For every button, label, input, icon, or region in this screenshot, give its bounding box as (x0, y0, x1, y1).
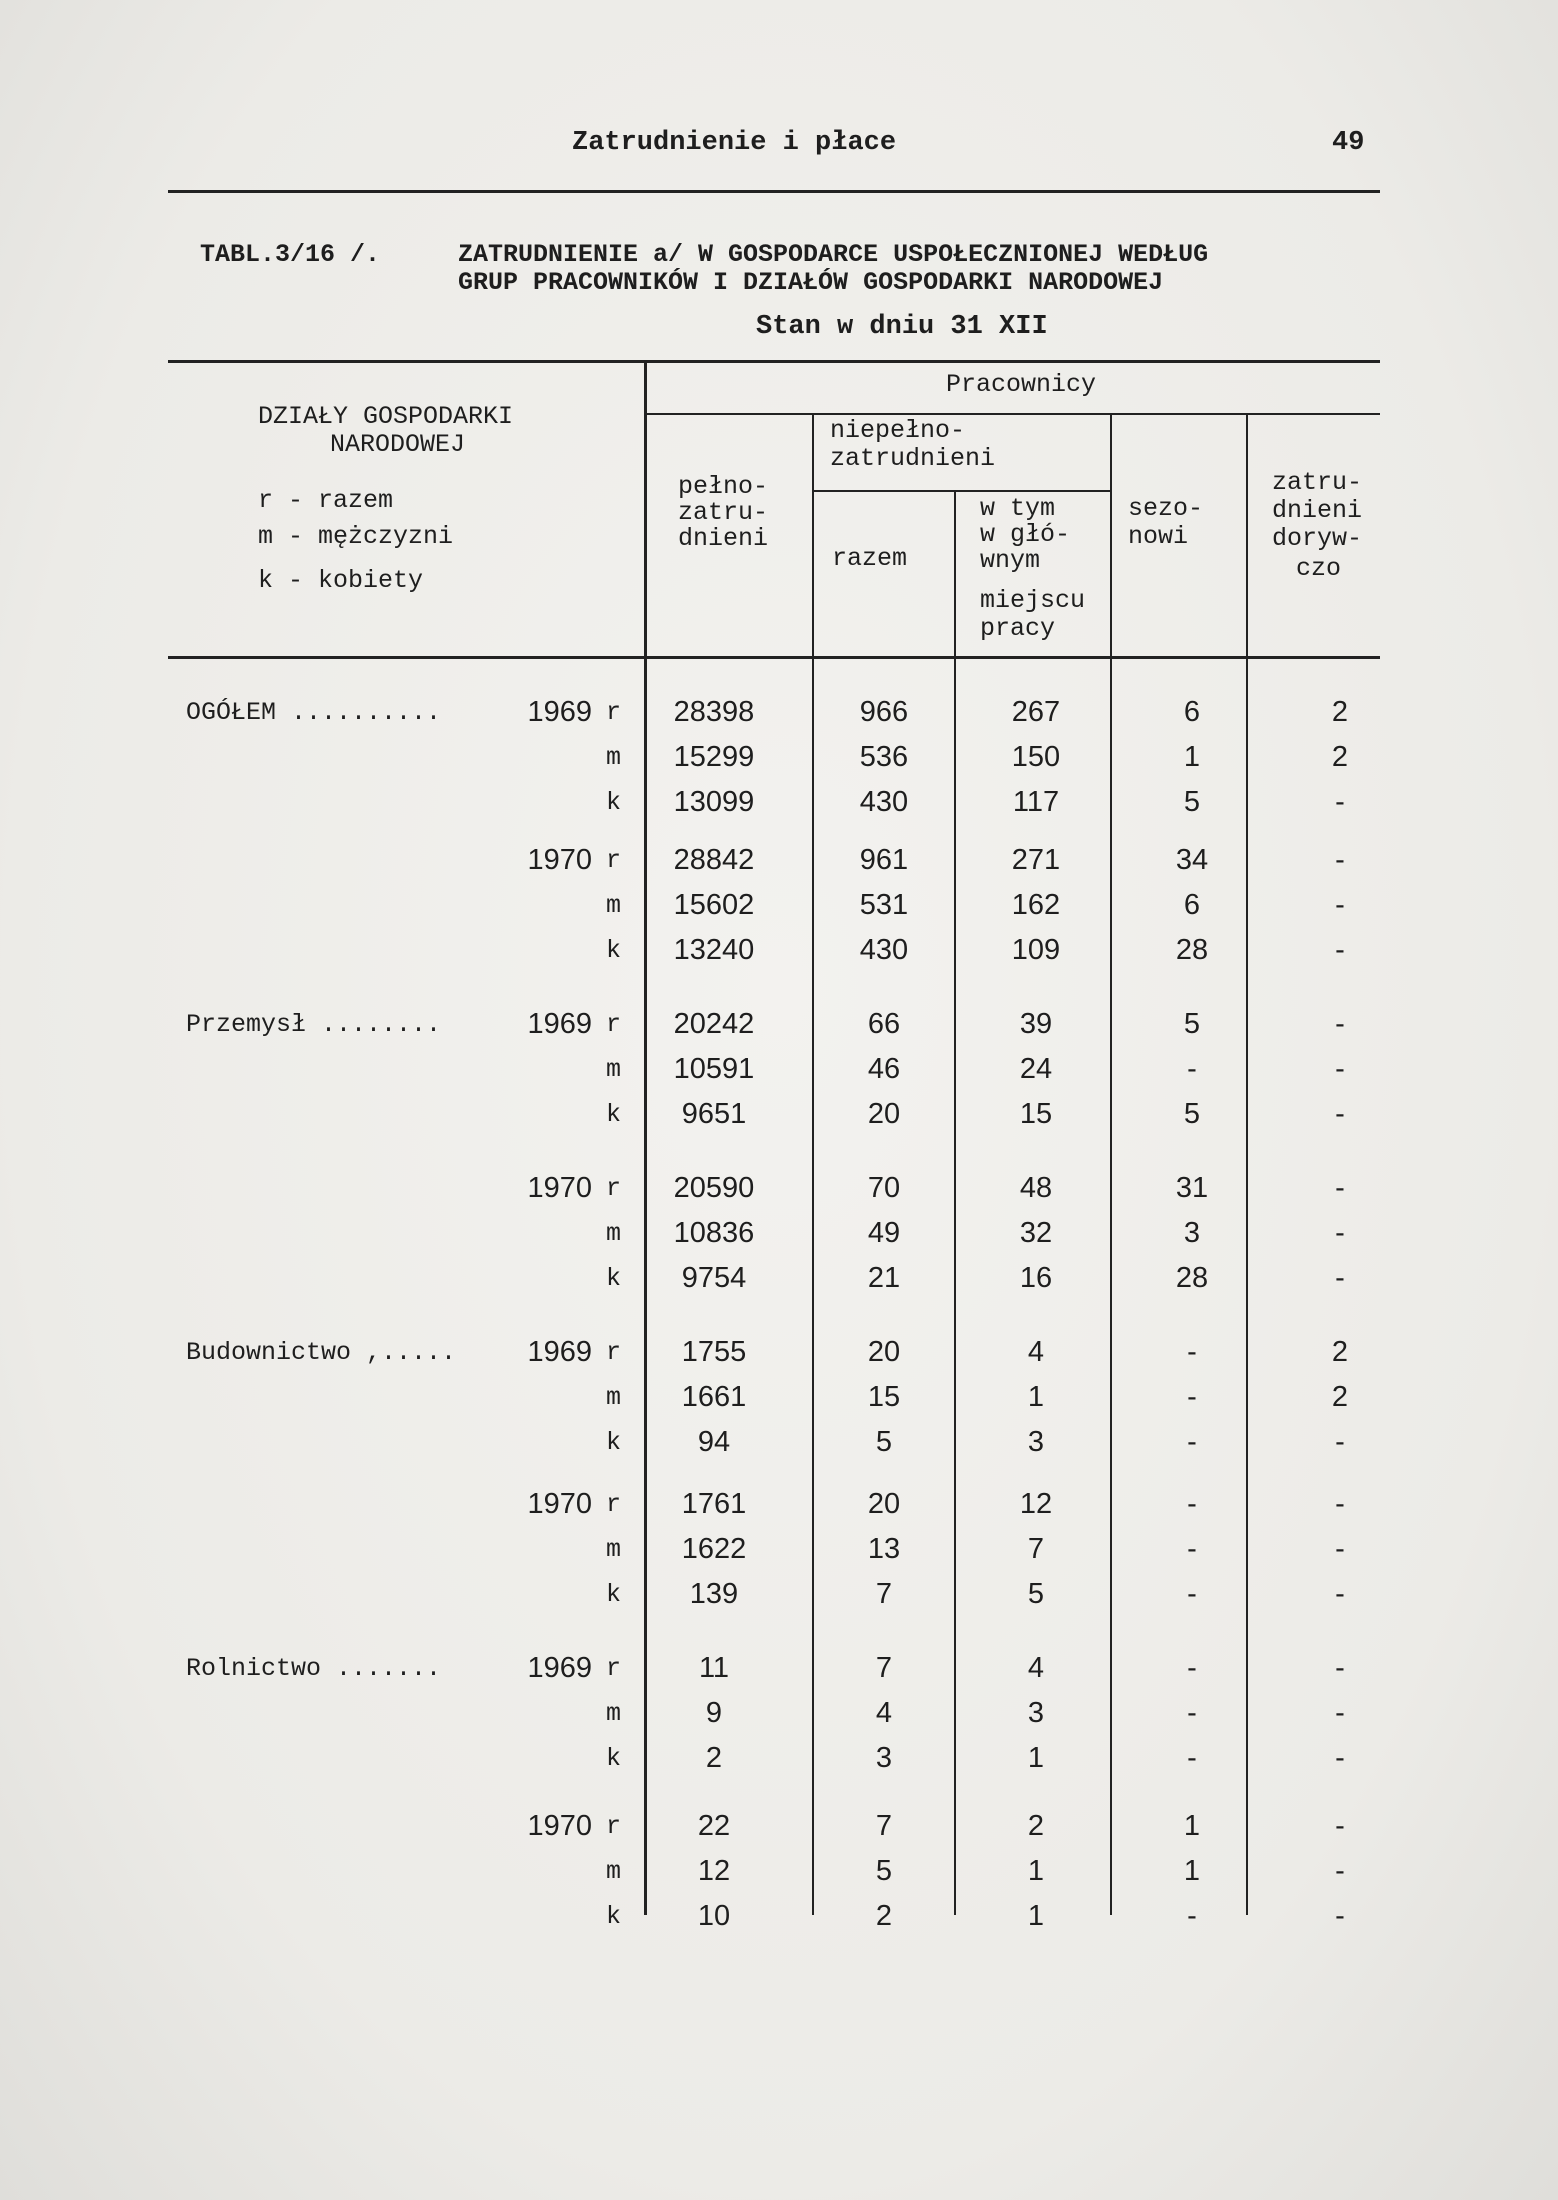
cell-pelno: 10 (697, 1900, 731, 1932)
cell-dorywczo: - (1335, 1652, 1345, 1684)
col-rule-4 (1110, 413, 1112, 1915)
cell-niepelno-w-tym: 267 (1011, 696, 1061, 728)
running-header-title: Zatrudnienie i płace (572, 128, 897, 158)
table-title-line1: ZATRUDNIENIE a/ W GOSPODARCE USPOŁECZNIONEJ WEDŁUG (458, 240, 1209, 269)
cell-niepelno-razem: 21 (867, 1262, 901, 1294)
cell-dorywczo: 2 (1331, 741, 1349, 773)
legend-k: k - kobiety (258, 566, 424, 595)
cell-niepelno-razem: 20 (867, 1336, 901, 1368)
cell-niepelno-w-tym: 2 (1027, 1810, 1045, 1842)
col-rule-1 (644, 360, 647, 1915)
cell-sezonowi: 31 (1175, 1172, 1209, 1204)
subgroup-header-rule (812, 490, 1110, 492)
cell-dorywczo: - (1335, 1578, 1345, 1610)
row-type-marker: k (606, 788, 622, 817)
cell-niepelno-razem: 966 (859, 696, 909, 728)
section-label: Rolnictwo ....... (186, 1654, 442, 1683)
cell-dorywczo: - (1335, 786, 1345, 818)
cell-sezonowi: - (1187, 1336, 1197, 1368)
cell-sezonowi: 28 (1175, 934, 1209, 966)
group-header-rule (644, 413, 1380, 415)
cell-niepelno-w-tym: 3 (1027, 1426, 1045, 1458)
cell-niepelno-w-tym: 15 (1019, 1098, 1053, 1130)
cell-niepelno-w-tym: 3 (1027, 1697, 1045, 1729)
cell-sezonowi: 5 (1183, 1098, 1201, 1130)
table-top-rule (168, 360, 1380, 363)
year-label: 1970 (527, 1810, 592, 1842)
year-label: 1969 (527, 1652, 592, 1684)
cell-sezonowi: - (1187, 1533, 1197, 1565)
row-type-marker: m (606, 1857, 622, 1886)
cell-niepelno-razem: 430 (859, 934, 909, 966)
cell-dorywczo: - (1335, 1533, 1345, 1565)
row-type-marker: r (606, 846, 622, 875)
cell-pelno: 13240 (673, 934, 755, 966)
row-type-marker: r (606, 1812, 622, 1841)
cell-dorywczo: - (1335, 1742, 1345, 1774)
row-type-marker: r (606, 1010, 622, 1039)
cell-niepelno-razem: 70 (867, 1172, 901, 1204)
col-sezonowi-2: nowi (1128, 522, 1189, 551)
row-type-marker: k (606, 1902, 622, 1931)
cell-dorywczo: - (1335, 1262, 1345, 1294)
section-label: OGÓŁEM .......... (186, 698, 442, 727)
col-wtym-3: wnym (980, 546, 1041, 575)
cell-pelno: 2 (705, 1742, 723, 1774)
cell-niepelno-razem: 4 (875, 1697, 893, 1729)
cell-dorywczo: - (1335, 1900, 1345, 1932)
stub-header-line2: NARODOWEJ (330, 430, 466, 459)
legend-m: m - mężczyzni (258, 522, 454, 551)
cell-sezonowi: 6 (1183, 889, 1201, 921)
cell-niepelno-razem: 961 (859, 844, 909, 876)
col-dorywczo-3: doryw- (1272, 524, 1363, 553)
cell-dorywczo: - (1335, 1697, 1345, 1729)
row-type-marker: m (606, 1219, 622, 1248)
col-sezonowi-1: sezo- (1128, 494, 1204, 523)
col-rule-2 (812, 413, 814, 1915)
cell-niepelno-razem: 13 (867, 1533, 901, 1565)
cell-niepelno-w-tym: 4 (1027, 1336, 1045, 1368)
cell-pelno: 1761 (681, 1488, 747, 1520)
row-type-marker: r (606, 1490, 622, 1519)
cell-dorywczo: - (1335, 1426, 1345, 1458)
row-type-marker: m (606, 1383, 622, 1412)
row-type-marker: k (606, 936, 622, 965)
cell-pelno: 12 (697, 1855, 731, 1887)
row-type-marker: m (606, 1535, 622, 1564)
col-group-pracownicy: Pracownicy (946, 370, 1097, 399)
table-subtitle: Stan w dniu 31 XII (756, 312, 1048, 342)
col-razem: razem (832, 544, 908, 573)
cell-sezonowi: - (1187, 1742, 1197, 1774)
cell-niepelno-w-tym: 271 (1011, 844, 1061, 876)
cell-dorywczo: - (1335, 1488, 1345, 1520)
cell-niepelno-w-tym: 109 (1011, 934, 1061, 966)
cell-niepelno-razem: 15 (867, 1381, 901, 1413)
cell-niepelno-razem: 20 (867, 1098, 901, 1130)
year-label: 1970 (527, 844, 592, 876)
section-label: Budownictwo ,..... (186, 1338, 457, 1367)
cell-pelno: 20590 (673, 1172, 755, 1204)
cell-dorywczo: - (1335, 1008, 1345, 1040)
cell-sezonowi: 1 (1183, 741, 1201, 773)
cell-dorywczo: - (1335, 1172, 1345, 1204)
cell-niepelno-w-tym: 39 (1019, 1008, 1053, 1040)
cell-dorywczo: 2 (1331, 1336, 1349, 1368)
year-label: 1969 (527, 696, 592, 728)
cell-dorywczo: - (1335, 1217, 1345, 1249)
cell-niepelno-razem: 2 (875, 1900, 893, 1932)
cell-dorywczo: - (1335, 889, 1345, 921)
cell-niepelno-razem: 7 (875, 1652, 893, 1684)
section-label: Przemysł ........ (186, 1010, 442, 1039)
cell-niepelno-razem: 3 (875, 1742, 893, 1774)
col-niepelno-1: niepełno- (830, 416, 966, 445)
cell-dorywczo: - (1335, 1810, 1345, 1842)
row-type-marker: m (606, 1699, 622, 1728)
cell-sezonowi: - (1187, 1652, 1197, 1684)
col-dorywczo-2: dnieni (1272, 496, 1363, 525)
cell-niepelno-razem: 7 (875, 1578, 893, 1610)
table-label: TABL.3/16 /. (200, 240, 381, 269)
col-wtym-5: pracy (980, 614, 1056, 643)
cell-pelno: 9754 (681, 1262, 747, 1294)
col-pelno-2: zatru- (678, 498, 769, 527)
year-label: 1970 (527, 1488, 592, 1520)
cell-dorywczo: - (1335, 934, 1345, 966)
cell-niepelno-w-tym: 150 (1011, 741, 1061, 773)
row-type-marker: m (606, 743, 622, 772)
cell-sezonowi: 1 (1183, 1810, 1201, 1842)
cell-niepelno-w-tym: 32 (1019, 1217, 1053, 1249)
cell-dorywczo: 2 (1331, 1381, 1349, 1413)
cell-pelno: 10836 (673, 1217, 755, 1249)
col-rule-3 (954, 490, 956, 1915)
cell-niepelno-razem: 531 (859, 889, 909, 921)
cell-niepelno-w-tym: 1 (1027, 1381, 1045, 1413)
row-type-marker: k (606, 1580, 622, 1609)
col-dorywczo-4: czo (1296, 554, 1342, 583)
cell-niepelno-razem: 5 (875, 1855, 893, 1887)
col-pelno-1: pełno- (678, 472, 769, 501)
cell-sezonowi: - (1187, 1426, 1197, 1458)
cell-sezonowi: 34 (1175, 844, 1209, 876)
header-rule (168, 190, 1380, 193)
cell-dorywczo: - (1335, 844, 1345, 876)
header-bottom-rule (168, 656, 1380, 659)
page-number: 49 (1332, 128, 1365, 158)
cell-sezonowi: - (1187, 1578, 1197, 1610)
cell-pelno: 15602 (673, 889, 755, 921)
cell-niepelno-razem: 46 (867, 1053, 901, 1085)
cell-pelno: 15299 (673, 741, 755, 773)
cell-pelno: 1661 (681, 1381, 747, 1413)
row-type-marker: r (606, 1174, 622, 1203)
cell-dorywczo: - (1335, 1855, 1345, 1887)
cell-niepelno-razem: 66 (867, 1008, 901, 1040)
row-type-marker: k (606, 1264, 622, 1293)
year-label: 1969 (527, 1336, 592, 1368)
cell-sezonowi: 28 (1175, 1262, 1209, 1294)
cell-niepelno-w-tym: 162 (1011, 889, 1061, 921)
col-wtym-4: miejscu (980, 586, 1086, 615)
cell-sezonowi: 1 (1183, 1855, 1201, 1887)
row-type-marker: r (606, 1338, 622, 1367)
cell-pelno: 94 (697, 1426, 731, 1458)
cell-pelno: 10591 (673, 1053, 755, 1085)
cell-pelno: 13099 (673, 786, 755, 818)
cell-sezonowi: 6 (1183, 696, 1201, 728)
cell-niepelno-w-tym: 48 (1019, 1172, 1053, 1204)
cell-sezonowi: 3 (1183, 1217, 1201, 1249)
row-type-marker: m (606, 1055, 622, 1084)
cell-niepelno-w-tym: 1 (1027, 1900, 1045, 1932)
row-type-marker: r (606, 1654, 622, 1683)
col-rule-5 (1246, 413, 1248, 1915)
cell-niepelno-razem: 49 (867, 1217, 901, 1249)
cell-pelno: 1755 (681, 1336, 747, 1368)
col-niepelno-2: zatrudnieni (830, 444, 996, 473)
cell-sezonowi: - (1187, 1381, 1197, 1413)
row-type-marker: k (606, 1428, 622, 1457)
year-label: 1970 (527, 1172, 592, 1204)
cell-pelno: 28842 (673, 844, 755, 876)
cell-niepelno-razem: 5 (875, 1426, 893, 1458)
row-type-marker: m (606, 891, 622, 920)
col-pelno-3: dnieni (678, 524, 769, 553)
cell-sezonowi: 5 (1183, 1008, 1201, 1040)
row-type-marker: r (606, 698, 622, 727)
cell-niepelno-razem: 20 (867, 1488, 901, 1520)
cell-niepelno-w-tym: 1 (1027, 1855, 1045, 1887)
cell-niepelno-w-tym: 16 (1019, 1262, 1053, 1294)
cell-niepelno-w-tym: 24 (1019, 1053, 1053, 1085)
cell-niepelno-razem: 430 (859, 786, 909, 818)
cell-niepelno-razem: 536 (859, 741, 909, 773)
cell-sezonowi: 5 (1183, 786, 1201, 818)
cell-pelno: 22 (697, 1810, 731, 1842)
cell-niepelno-w-tym: 5 (1027, 1578, 1045, 1610)
table-title-line2: GRUP PRACOWNIKÓW I DZIAŁÓW GOSPODARKI NARODOWEJ (458, 268, 1164, 297)
cell-dorywczo: - (1335, 1098, 1345, 1130)
stub-header-line1: DZIAŁY GOSPODARKI (258, 402, 514, 431)
col-dorywczo-1: zatru- (1272, 468, 1363, 497)
cell-niepelno-w-tym: 7 (1027, 1533, 1045, 1565)
cell-sezonowi: - (1187, 1488, 1197, 1520)
cell-niepelno-razem: 7 (875, 1810, 893, 1842)
cell-niepelno-w-tym: 117 (1012, 786, 1060, 818)
cell-pelno: 11 (698, 1652, 730, 1684)
legend-r: r - razem (258, 486, 394, 515)
cell-pelno: 28398 (673, 696, 755, 728)
cell-niepelno-w-tym: 1 (1027, 1742, 1045, 1774)
cell-pelno: 9651 (681, 1098, 747, 1130)
cell-niepelno-w-tym: 12 (1019, 1488, 1053, 1520)
col-wtym-2: w głó- (980, 520, 1071, 549)
cell-dorywczo: 2 (1331, 696, 1349, 728)
cell-sezonowi: - (1187, 1900, 1197, 1932)
cell-sezonowi: - (1187, 1697, 1197, 1729)
cell-pelno: 139 (689, 1578, 739, 1610)
cell-dorywczo: - (1335, 1053, 1345, 1085)
cell-sezonowi: - (1187, 1053, 1197, 1085)
year-label: 1969 (527, 1008, 592, 1040)
cell-pelno: 20242 (673, 1008, 755, 1040)
cell-pelno: 9 (705, 1697, 723, 1729)
row-type-marker: k (606, 1744, 622, 1773)
cell-niepelno-w-tym: 4 (1027, 1652, 1045, 1684)
row-type-marker: k (606, 1100, 622, 1129)
col-wtym-1: w tym (980, 494, 1056, 523)
cell-pelno: 1622 (681, 1533, 747, 1565)
